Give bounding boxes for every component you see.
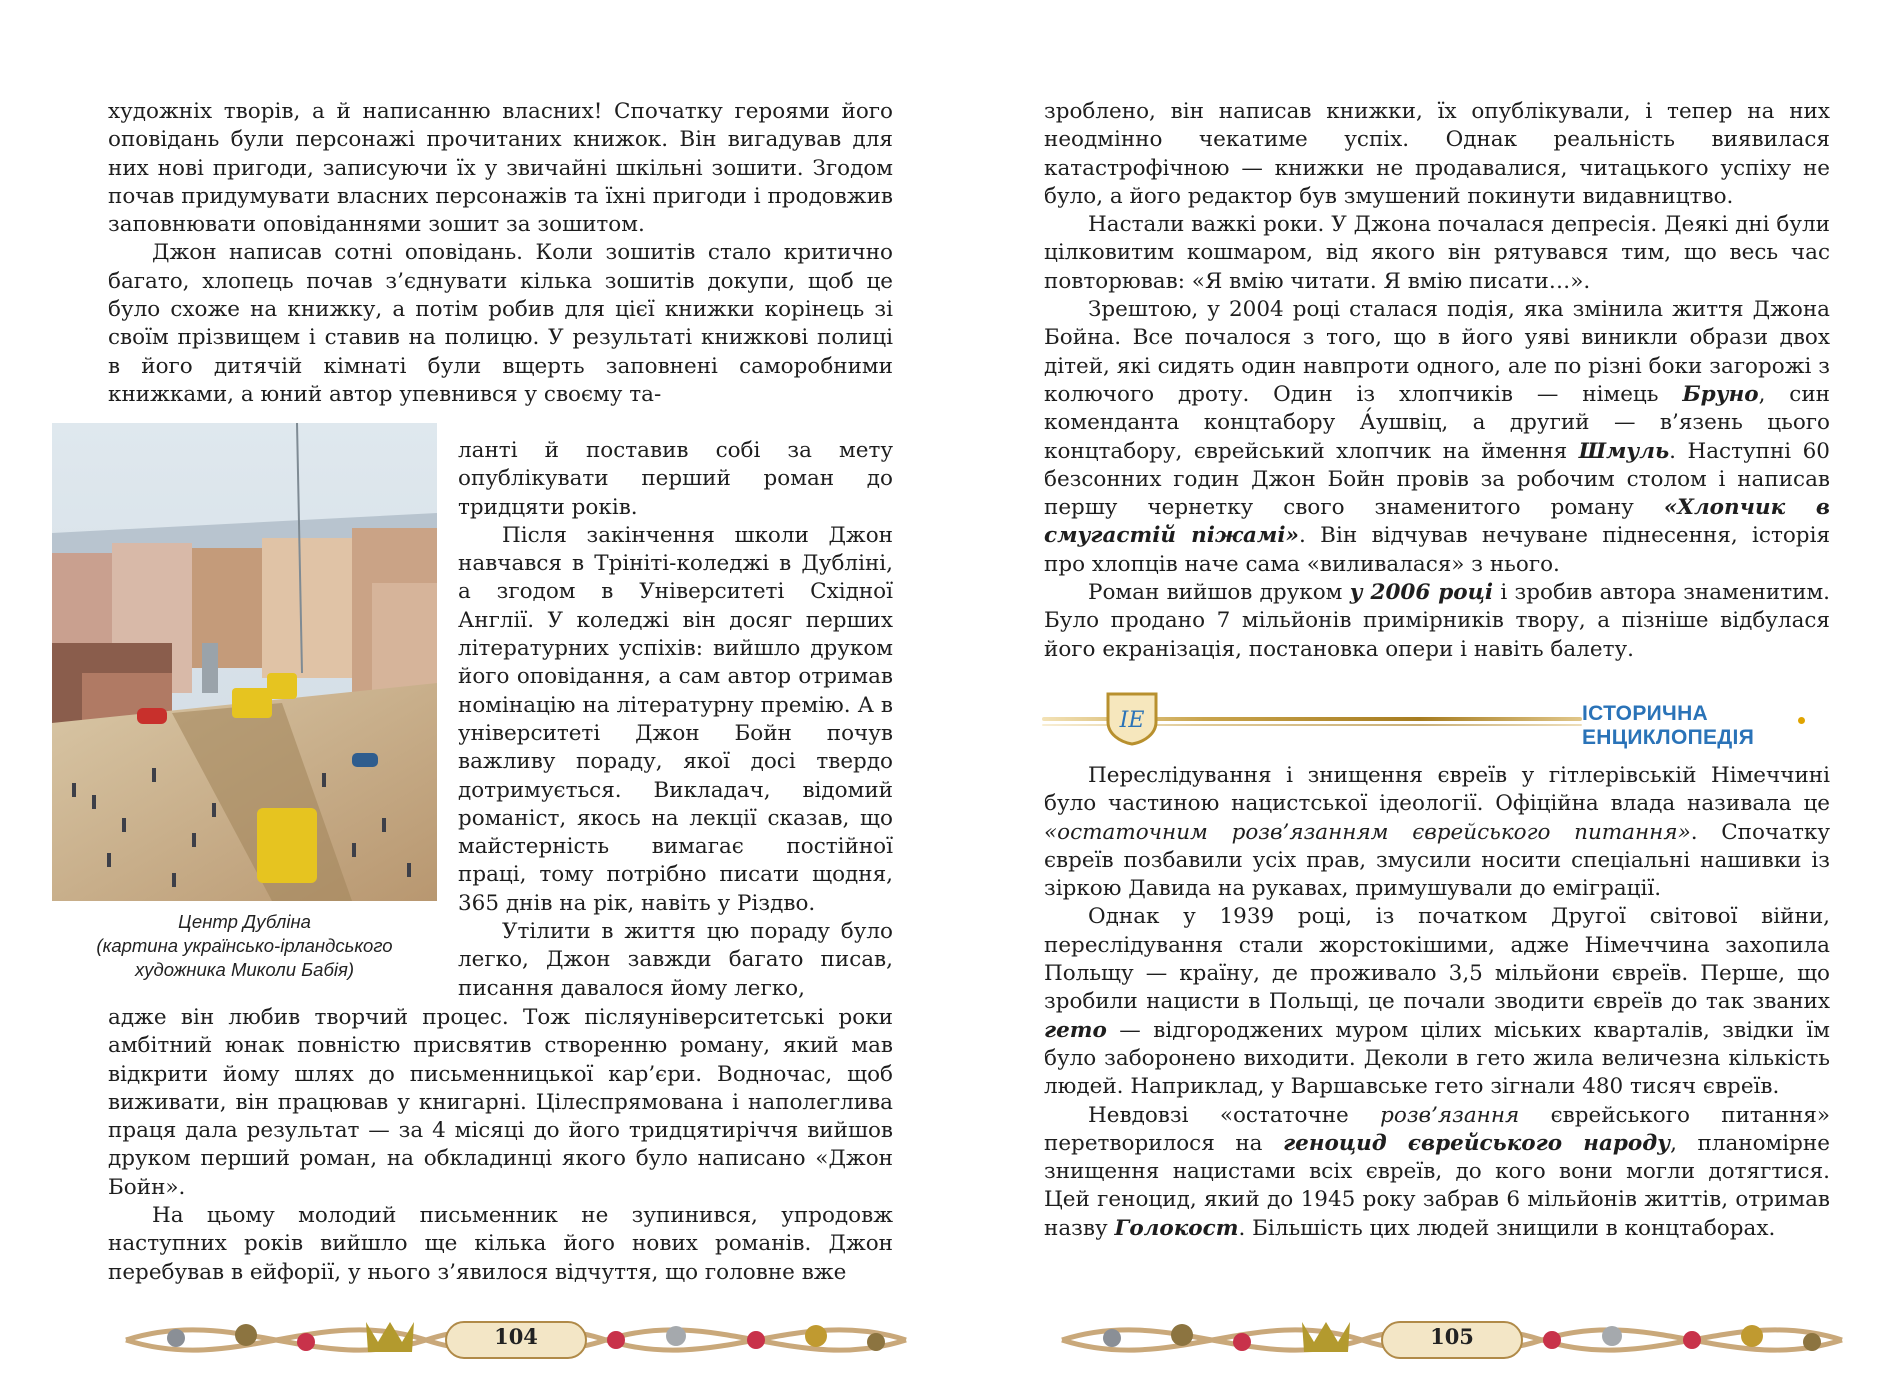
- text-run: , син коменданта концтабору А́ушвіц, а другий — в’язень цього концтабору, єврейський хлопчик на ймення: [1044, 381, 1830, 464]
- page-number: 104: [494, 1324, 538, 1349]
- paragraph: [1044, 579, 1830, 664]
- caption-line: Центр Дубліна: [178, 911, 311, 932]
- page-footer-ornament: [1052, 1300, 1852, 1380]
- caption-line: художника Миколи Бабія): [134, 959, 355, 980]
- paragraph: Після закінчення школи Джон навчався в Трініті-коледжі в Дубліні, а згодом в Університеті Східної Англії. У коледжі він досяг перших літературних успіхів: вийшло друком його оповідання, а сам автор отримав номінацію на літературну премію. А в університеті Джон Бойн почув важливу пораду, якої досі твердо дотримується. Викладач, відомий романіст, якось на лекції сказав, що майстерність вимагає постійної праці, тому потрібно писати щодня, 365 днів на рік, навіть у Різдво.: [458, 522, 893, 916]
- emphasis: геноцид єврейського народу: [1283, 1130, 1671, 1156]
- text-run: . Більшість цих людей знищили в концтаборах.: [1238, 1215, 1776, 1241]
- emphasis: у 2006 році: [1349, 580, 1494, 606]
- paragraph: [1044, 1102, 1830, 1243]
- paragraph: [1044, 296, 1830, 579]
- right-text-top: [1044, 98, 1830, 664]
- encyclopedia-badge-icon: [1100, 690, 1164, 746]
- text-run: єврейського питання» перетворилося на: [1044, 1102, 1830, 1156]
- caption-line: (картина українсько-ірландського: [96, 935, 393, 956]
- left-text-bottom: [108, 1004, 893, 1287]
- text-run: Зрештою, у 2004 році сталася подія, яка змінила життя Джона Бойна. Все почалося з того, що в його уяві виникли образи двох дітей, які сидять один навпроти одного, але по різні боки загорожі з колючого дроту. Один із хлопчиків — німець: [1044, 297, 1830, 407]
- text-run: . Спочатку євреїв позбавили усіх прав, змусили носити спеціальні нашивки із зіркою Давида на рукавах, примушували до еміграції.: [1044, 819, 1830, 902]
- emphasis: «остаточним розв’язанням єврейського питання»: [1044, 819, 1691, 845]
- emphasis: «Хлопчик в смугастій піжамі»: [1044, 495, 1830, 549]
- paragraph: художніх творів, а й написанню власних! Спочатку героями його оповідань були персонажі прочитаних книжок. Він вигадував для них нові пригоди, записуючи їх у звичайні шкільні зошити. Згодом почав придумувати власних персонажів та їхні пригоди і продовжив заповнювати оповіданнями зошит за зошитом.: [108, 99, 893, 238]
- paragraph: адже він любив творчий процес. Тож післяуніверситетські роки амбітний юнак повністю присвятив створенню роману, який мав відкрити йому шлях до письменницької кар’єри. Водночас, щоб виживати, він працював у книгарні. Цілеспрямована і наполеглива праця дала результат — за 4 місяці до його тридцятиріччя вийшов друком перший роман, на обкладинці якого було написано «Джон Бойн».: [108, 1005, 893, 1200]
- text-run: і зробив автора знаменитим. Було продано 7 мільйонів примірників твору, а пізніше відбулася його екранізація, постановка опери і навіть балету.: [1044, 580, 1830, 662]
- paragraph: Настали важкі роки. У Джона почалася депресія. Деякі дні були цілковитим кошмаром, від якого він рятувався тим, що весь час повторював: «Я вмію читати. Я вмію писати…».: [1044, 212, 1830, 294]
- text-run: . Наступні 60 безсонних годин Джон Бойн провів за робочим столом і написав першу чернетку свого знаменитого роману: [1044, 438, 1830, 521]
- paragraph: [1044, 762, 1830, 903]
- text-run: Роман вийшов друком: [1088, 580, 1350, 606]
- left-text-top: [108, 98, 893, 409]
- page-footer-ornament: [116, 1300, 916, 1380]
- text-run: Невдовзі «остаточне: [1088, 1102, 1381, 1128]
- page-number: 105: [1430, 1324, 1474, 1349]
- emphasis: Бруно: [1682, 381, 1759, 407]
- right-page: [952, 0, 1904, 1400]
- emphasis: розв’язання: [1380, 1102, 1520, 1128]
- encyclopedia-title: ІСТОРИЧНА ЕНЦИКЛОПЕДІЯ: [1582, 702, 1755, 749]
- emphasis: Голокост: [1114, 1215, 1239, 1241]
- emphasis: Шмуль: [1578, 438, 1670, 464]
- painting-caption: [52, 910, 437, 982]
- text-run: Переслідування і знищення євреїв у гітлерівській Німеччині було частиною нацистської ідеології. Офіційна влада називала це: [1044, 763, 1830, 817]
- paragraph: Утілити в життя цю пораду було легко, Джон завжди багато писав, писання давалося йому легко,: [458, 919, 893, 1001]
- paragraph: На цьому молодий письменник не зупинився, упродовж наступних років вийшло ще кілька його нових романів. Джон перебував в ейфорії, у нього з’явилося відчуття, що головне вже: [108, 1203, 893, 1285]
- text-run: — відгороджених муром цілих міських кварталів, звідки їм було заборонено виходити. Деколи в гето жила величезна кількість людей. Наприклад, у Варшавське гето зігнали 480 тисяч євреїв.: [1044, 1017, 1830, 1100]
- right-text-bottom: [1044, 762, 1830, 1243]
- emphasis: гето: [1044, 1017, 1107, 1043]
- paragraph: зроблено, він написав книжки, їх опублікували, і тепер на них неодмінно чекатиме успіх. Однак реальність виявилася катастрофічною — книжки не продавалися, читацького успіху не було, а його редактор був змушений покинути видавництво.: [1044, 99, 1830, 209]
- text-run: , планомірне знищення нацистами всіх євреїв, до кого вони могли дотягтися. Цей геноцид, який до 1945 року забрав 6 мільйонів життів, отримав назву: [1044, 1130, 1830, 1241]
- bullet-icon: [1798, 717, 1805, 724]
- dublin-painting: [52, 423, 437, 901]
- text-run: . Він відчував нечуване піднесення, історія про хлопців наче сама «виливалася» з нього.: [1044, 523, 1831, 577]
- badge-letters: ІЕ: [1119, 708, 1145, 733]
- encyclopedia-header: [1042, 690, 1832, 749]
- paragraph: [1044, 903, 1830, 1101]
- text-run: Однак у 1939 році, із початком Другої світової війни, переслідування стали жорстокішими, адже Німеччина захопила Польщу — країну, де проживало 3,5 мільйони євреїв. Перше, що зробили нацисти в Польщі, це почали зводити євреїв до так званих: [1044, 904, 1830, 1015]
- paragraph: ланті й поставив собі за мету опублікувати перший роман до тридцяти років.: [458, 438, 893, 520]
- left-text-wrap: [458, 437, 893, 1003]
- paragraph: Джон написав сотні оповідань. Коли зошитів стало критично багато, хлопець почав з’єднувати кілька зошитів докупи, щоб це було схоже на книжку, а потім робив для цієї книжки корінець зі своїм прізвищем і ставив на полицю. У результаті книжкові полиці в його дитячій кімнаті були вщерть заповнені саморобними книжками, а юний автор упевнився у своєму та-: [108, 240, 893, 407]
